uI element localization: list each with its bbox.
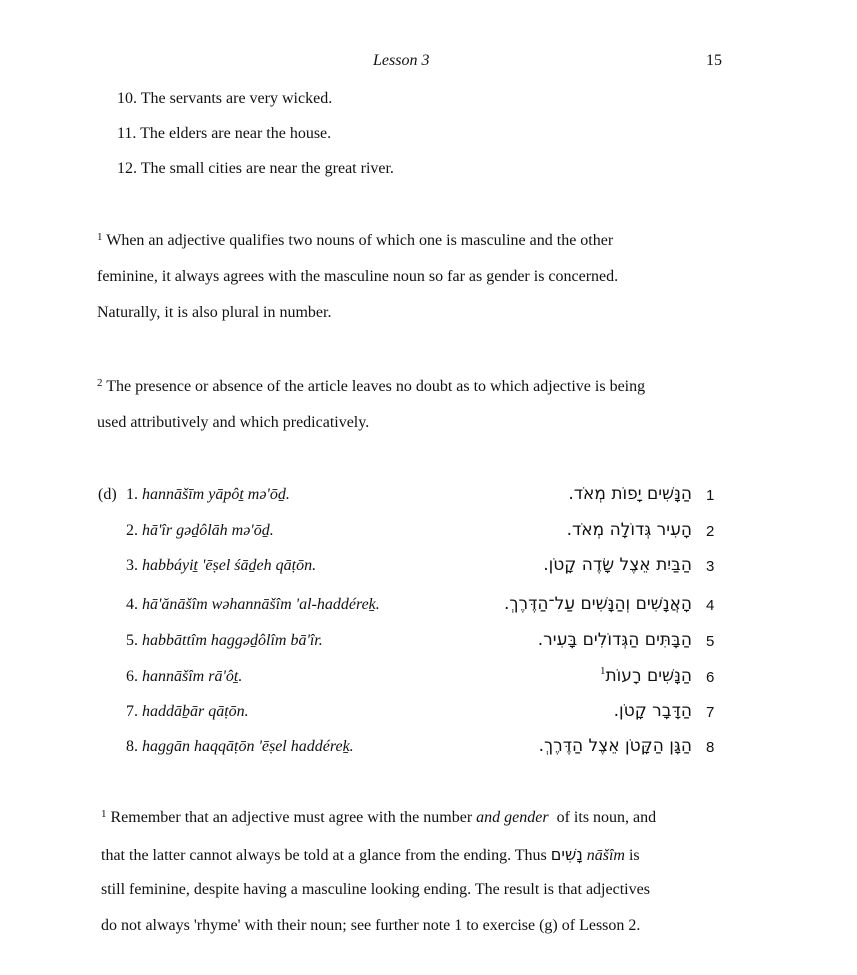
transliteration: habbáyiṯ 'ēṣel śāḏeh qāṭōn. xyxy=(142,557,317,574)
hebrew-number-3: 3 xyxy=(706,558,715,575)
item-number: 3. xyxy=(126,557,138,574)
hebrew-sentence-3: הַבַּיִת אֵצֶל שָׂדֶה קָטֹן. xyxy=(543,555,692,575)
footnote-text: that the latter cannot always be told at a glance from the ending. Thus xyxy=(101,847,551,864)
footnote-mark: 1 xyxy=(600,665,606,677)
item-number: 1. xyxy=(126,486,138,503)
transliteration: habbāttîm haggəḏôlîm bā'îr. xyxy=(142,632,323,649)
transliteration: haggān haqqāṭōn 'ēṣel haddéreḵ. xyxy=(142,738,354,755)
hebrew-number-1: 1 xyxy=(706,487,715,504)
hebrew-number-2: 2 xyxy=(706,523,715,540)
exercise-text: The small cities are near the great river. xyxy=(140,160,394,177)
d-item-1 xyxy=(126,486,290,504)
hebrew-word: נָשִׁים xyxy=(550,845,583,864)
emphasis: and gender xyxy=(476,809,549,826)
hebrew-sentence-2: הָעִיר גְּדוֹלָה מְאֹד. xyxy=(566,520,692,540)
footnote-mark: 1 xyxy=(101,808,107,820)
item-number: 8. xyxy=(126,738,138,755)
item-number: 6. xyxy=(126,668,138,685)
hebrew-sentence-6 xyxy=(600,666,692,686)
hebrew-sentence-7: הַדָּבָר קָטֹן. xyxy=(613,701,692,721)
running-header-title: Lesson 3 xyxy=(373,52,430,69)
section-d-label: (d) xyxy=(98,486,117,503)
item-number: 7. xyxy=(126,703,138,720)
item-number: 4. xyxy=(126,596,138,613)
exercise-12 xyxy=(117,160,394,178)
hebrew-number-8: 8 xyxy=(706,739,715,756)
hebrew-sentence-4: הָאֲנָשִׁים וְהַנָּשִׁים עַל־הַדֶּרֶךְ. xyxy=(503,594,692,614)
footnote-1-line-1 xyxy=(97,232,613,250)
hebrew-sentence-5: הַבָּתִּים הַגְּדוֹלִים בָּעִיר. xyxy=(537,630,692,650)
footnote-1-line-3: Naturally, it is also plural in number. xyxy=(97,304,332,321)
footnote-bottom-line-4: do not always 'rhyme' with their noun; see further note 1 to exercise (g) of Lesson 2. xyxy=(101,917,641,934)
footnote-1-line-2: feminine, it always agrees with the masculine noun so far as gender is concerned. xyxy=(97,268,619,285)
exercise-number: 11. xyxy=(117,125,137,142)
hebrew-number-7: 7 xyxy=(706,704,715,721)
exercise-text: The servants are very wicked. xyxy=(140,90,333,107)
transliteration: hā'îr gəḏôlāh mə'ōḏ. xyxy=(142,522,274,539)
hebrew-number-4: 4 xyxy=(706,597,715,614)
hebrew-sentence-1: הַנָּשִׁים יָפוֹת מְאֹד. xyxy=(568,484,692,504)
exercise-number: 12. xyxy=(117,160,137,177)
exercise-text: The elders are near the house. xyxy=(140,125,332,142)
footnote-text: Remember that an adjective must agree with the number xyxy=(110,809,477,826)
transliteration: hā'ănāšîm wəhannāšîm 'al-haddéreḵ. xyxy=(142,596,380,613)
exercise-11 xyxy=(117,125,331,143)
d-item-7 xyxy=(126,703,249,721)
hebrew-sentence-8: הַגָּן הַקָּטֹן אֵצֶל הַדֶּרֶךְ. xyxy=(538,736,692,756)
d-item-5 xyxy=(126,632,323,650)
page-number: 15 xyxy=(706,52,722,69)
transliteration: hannāšīm yāpôṯ mə'ōḏ. xyxy=(142,486,290,503)
transliteration: nāšîm xyxy=(586,847,625,864)
footnote-bottom-line-1 xyxy=(101,809,656,827)
footnote-text: When an adjective qualifies two nouns of which one is masculine and the other xyxy=(106,232,614,249)
d-item-4 xyxy=(126,596,380,614)
d-item-6 xyxy=(126,668,242,686)
item-number: 5. xyxy=(126,632,138,649)
d-item-8 xyxy=(126,738,354,756)
transliteration: haddāḇār qāṭōn. xyxy=(142,703,249,720)
footnote-bottom-line-2 xyxy=(101,845,640,865)
footnote-text: is xyxy=(624,847,640,864)
item-number: 2. xyxy=(126,522,138,539)
exercise-10 xyxy=(117,90,332,108)
transliteration: hannāšîm rā'ôṯ. xyxy=(142,668,243,685)
footnote-text: The presence or absence of the article leaves no doubt as to which adjective is being xyxy=(106,378,646,395)
hebrew-text: הַנָּשִׁים רָעוֹת xyxy=(605,666,692,686)
footnote-2-line-1 xyxy=(97,378,645,396)
footnote-bottom-line-3: still feminine, despite having a masculine looking ending. The result is that adjectives xyxy=(101,881,650,898)
footnote-text: of its noun, and xyxy=(548,809,657,826)
footnote-mark: 1 xyxy=(97,231,103,243)
footnote-mark: 2 xyxy=(97,377,103,389)
footnote-2-line-2: used attributively and which predicatively. xyxy=(97,414,370,431)
hebrew-number-6: 6 xyxy=(706,669,715,686)
exercise-number: 10. xyxy=(117,90,137,107)
d-item-3 xyxy=(126,557,316,575)
d-item-2 xyxy=(126,522,274,540)
hebrew-number-5: 5 xyxy=(706,633,715,650)
